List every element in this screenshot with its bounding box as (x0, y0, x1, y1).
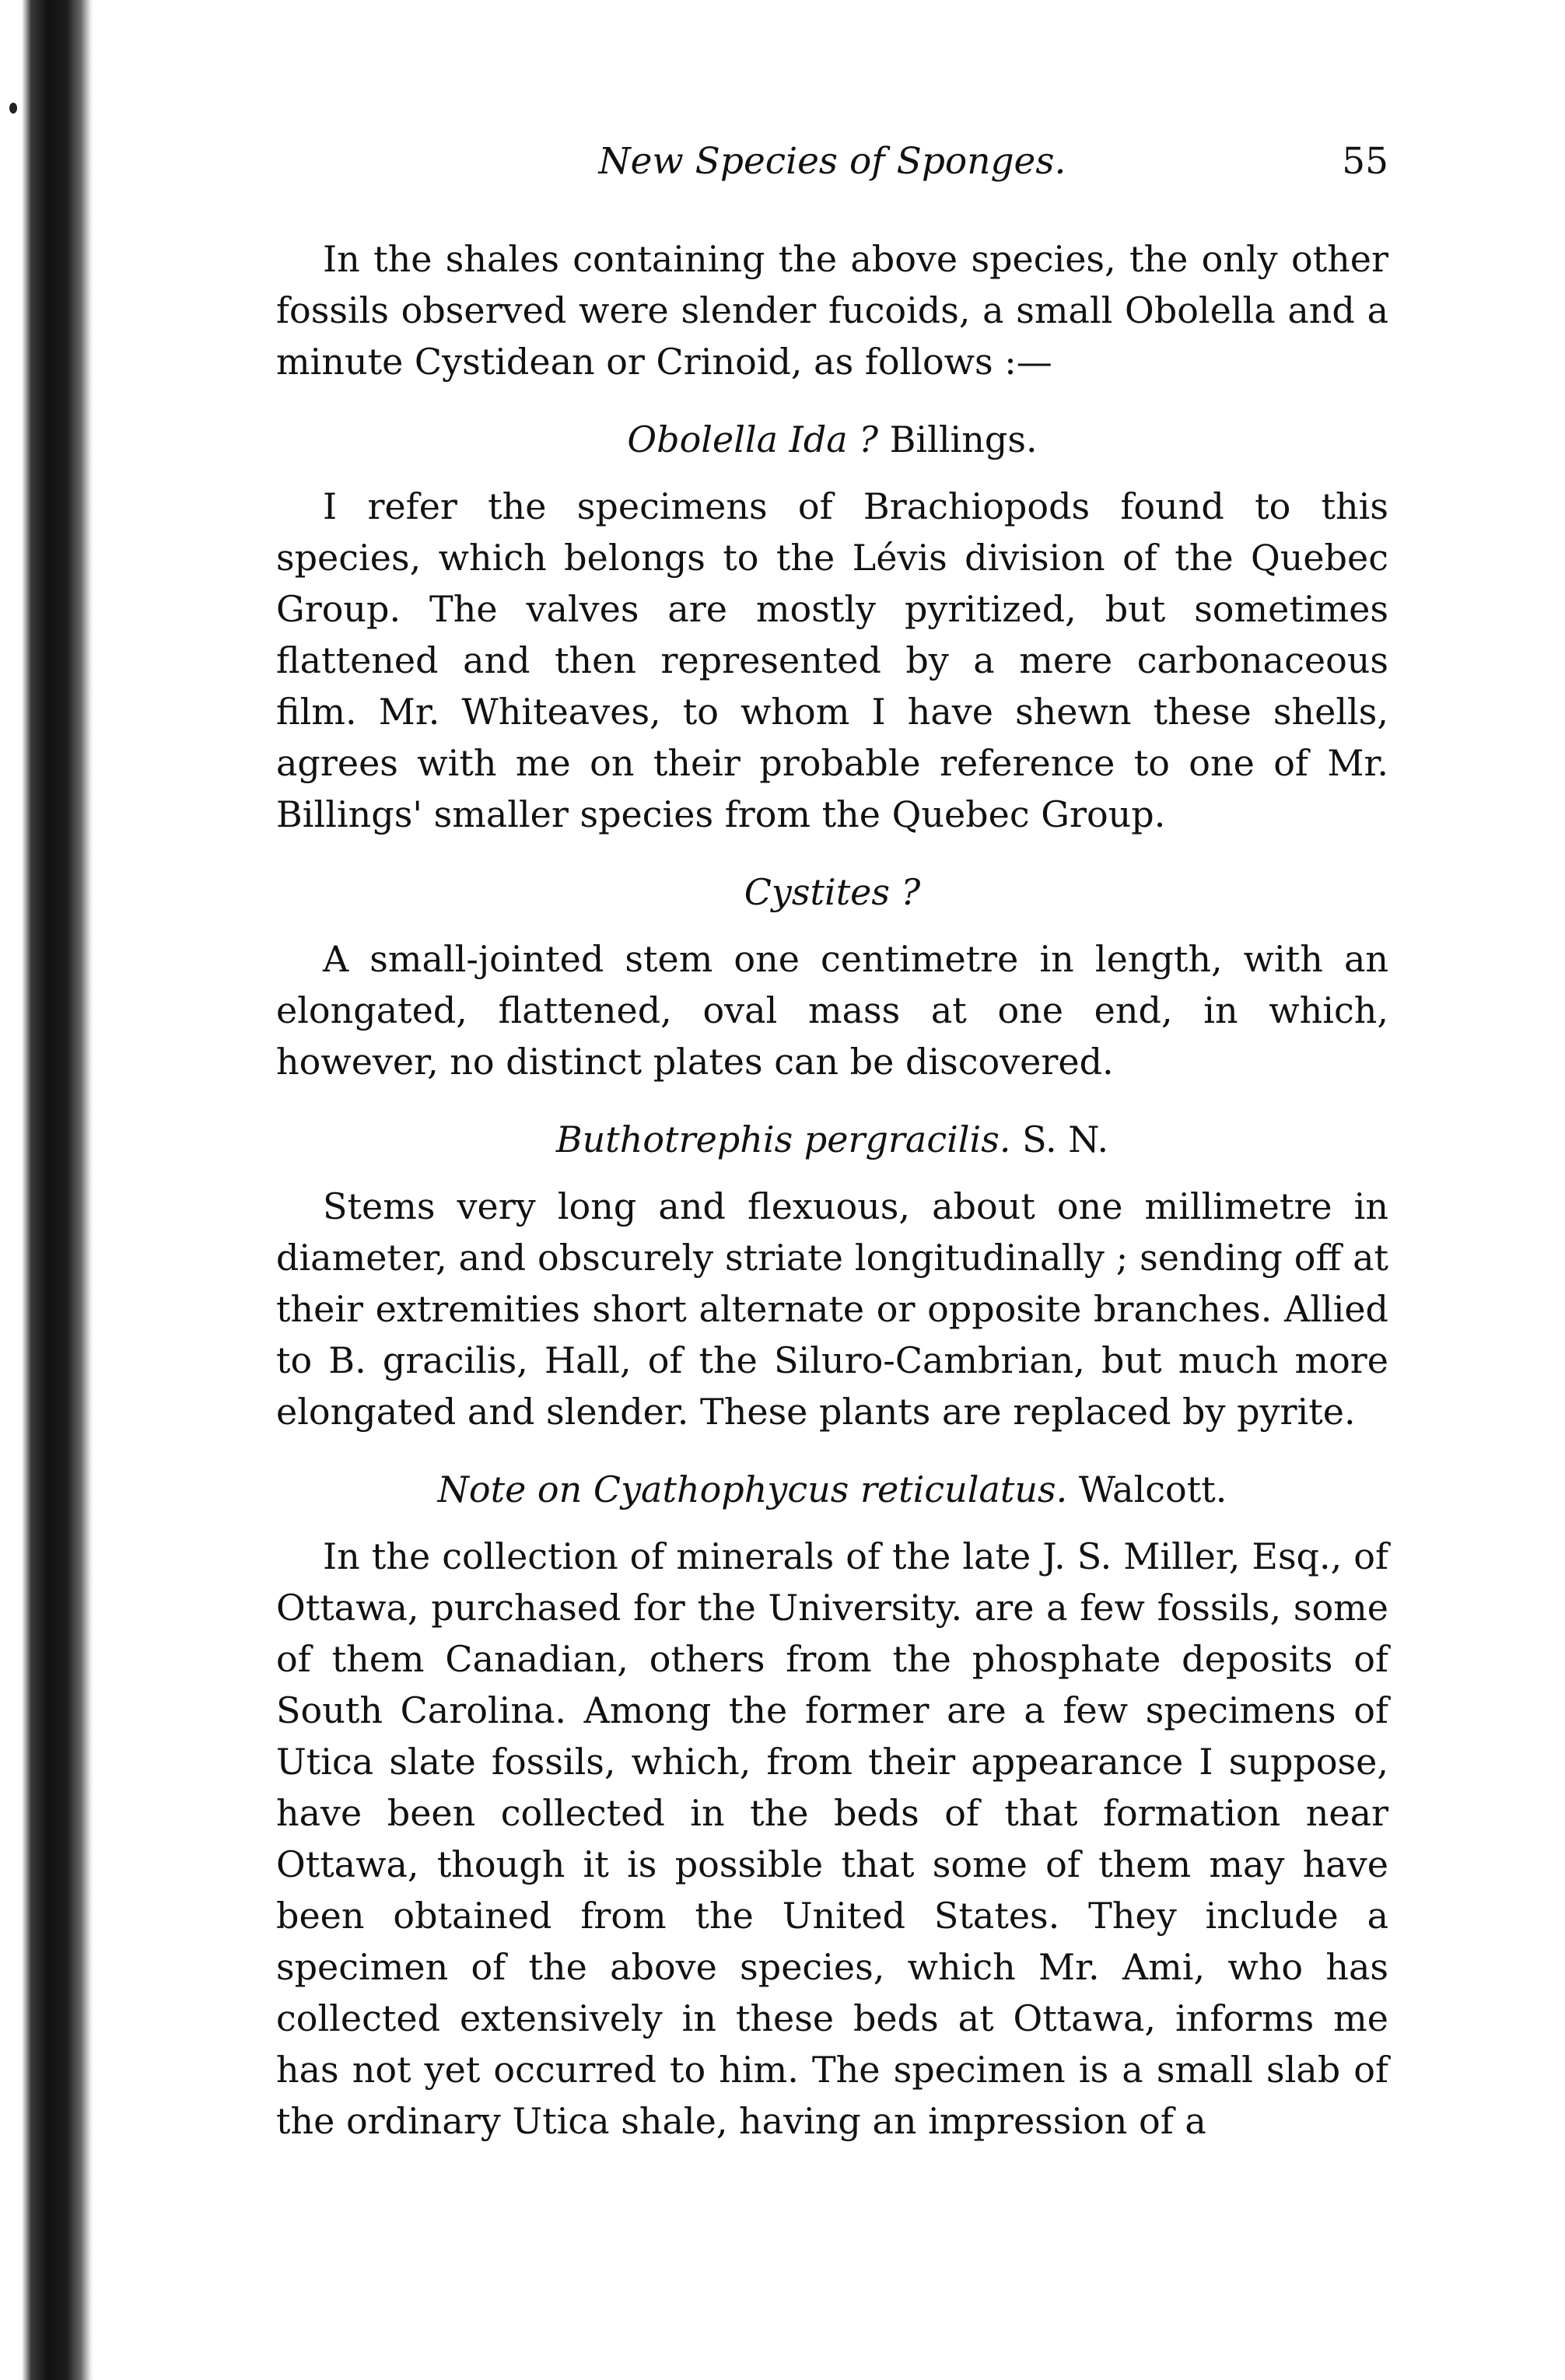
heading-author: Billings. (878, 418, 1038, 460)
heading-italic: Note on Cyathophycus reticulatus. (437, 1468, 1068, 1510)
paragraph-obolella: I refer the specimens of Brachiopods found to this species, which belongs to the Lévis division of the Quebec Group. The valves are mostly pyritized, but sometimes flattened and then represented by a mere carbonaceous film. Mr. Whiteaves, to whom I have shewn these shells, agrees with me on their probable reference to one of Mr. Billings' smaller species from the Quebec Group. (276, 485, 1388, 835)
paragraph-cystites: A small-jointed stem one centimetre in length, with an elongated, flattened, oval mass at one end, in which, however, no distinct plates can be discovered. (276, 938, 1388, 1083)
heading-author: Walcott. (1067, 1468, 1227, 1510)
heading-italic: Obolella Ida ? (627, 418, 878, 460)
running-head (276, 117, 1388, 187)
paragraph-cyathophycus: In the collection of minerals of the late J. S. Miller, Esq., of Ottawa, purchased for the University. are a few fossils, some of them Canadian, others from the phosphate deposits of South Carolina. Among the former are a few specimens of Utica slate fossils, which, from their appearance I suppose, have been collected in the beds of that formation near Ottawa, though it is possible that some of them may have been obtained from the United States. They include a specimen of the above species, which Mr. Ami, who has collected extensively in these beds at Ottawa, informs me has not yet occurred to him. The specimen is a small slab of the ordinary Utica shale, having an impression of a (276, 1535, 1388, 2142)
section-heading-cystites (276, 866, 1388, 918)
section-heading-cyathophycus (276, 1464, 1388, 1515)
paragraph-buthotrephis: Stems very long and flexuous, about one millimetre in diameter, and obscurely striate longitudinally ; sending off at their extremities short alternate or opposite branches. Allied to B. gracilis, Hall, of the Siluro-Cambrian, but much more elongated and slender. These plants are replaced by pyrite. (276, 1185, 1388, 1433)
page-number: 55 (1342, 140, 1388, 183)
scan-binding-edge (0, 0, 93, 2380)
heading-italic: Buthotrephis pergracilis. (555, 1118, 1011, 1160)
intro-paragraph: In the shales containing the above species, the only other fossils observed were slender fucoids, a small Obolella and a minute Cystidean or Crinoid, as follows :— (276, 238, 1388, 383)
section-heading-buthotrephis (276, 1114, 1388, 1165)
heading-italic: Cystites ? (744, 871, 921, 913)
heading-author: S. N. (1010, 1118, 1109, 1160)
section-heading-obolella (276, 414, 1388, 465)
book-page (276, 117, 1388, 2147)
running-title: New Species of Sponges. (598, 140, 1066, 183)
scan-speck (9, 103, 17, 114)
